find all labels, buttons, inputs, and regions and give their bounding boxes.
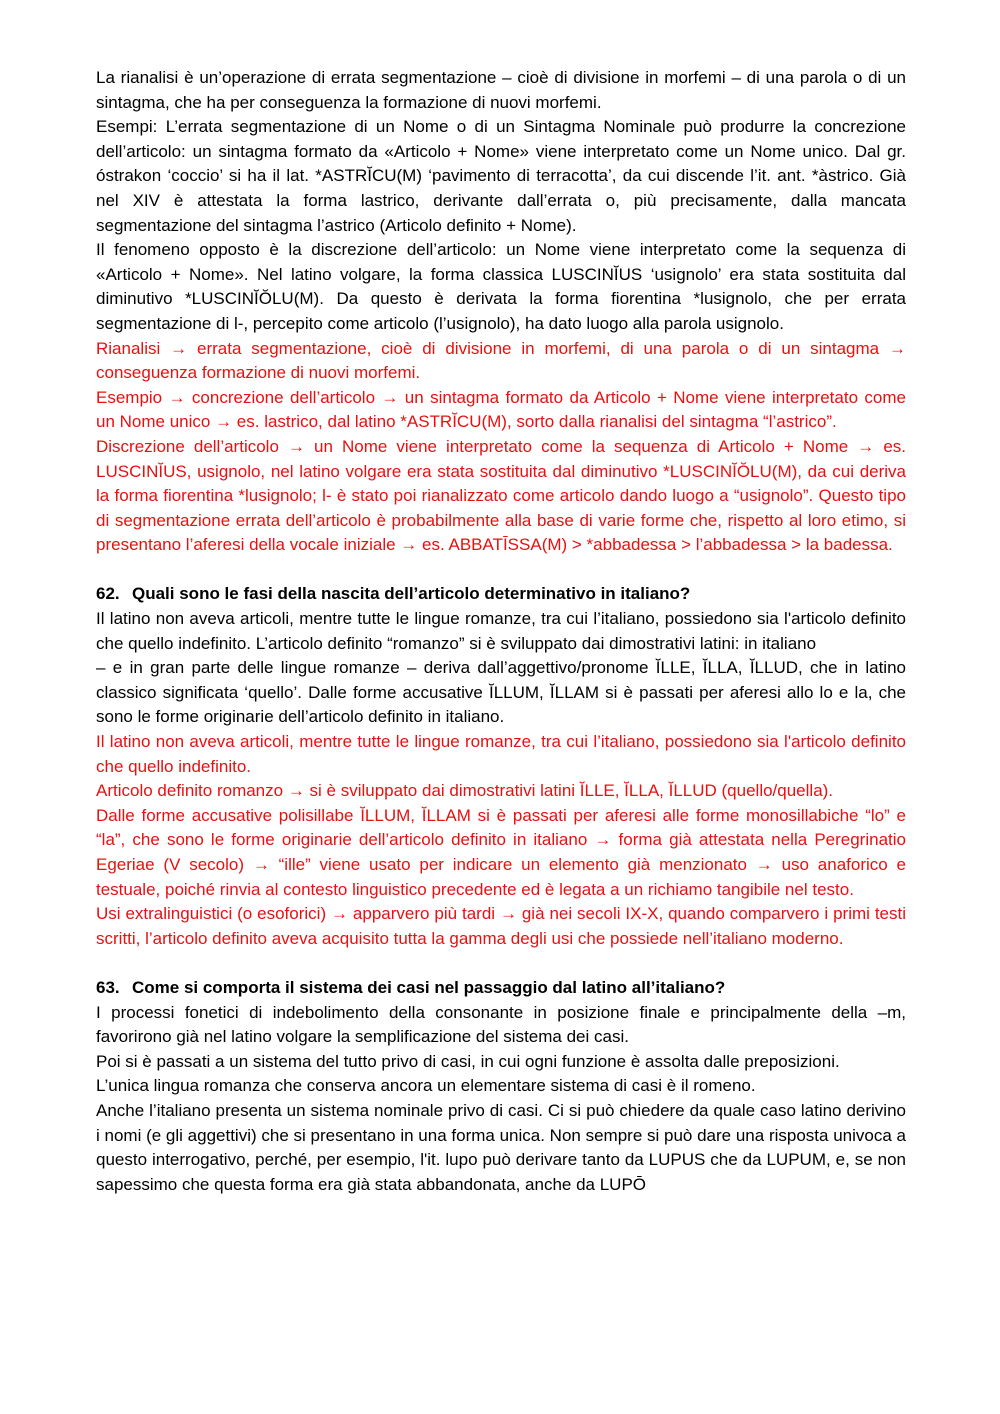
spacer: [96, 951, 906, 976]
question-number: 62.: [96, 584, 120, 604]
note-paragraph: Esempio → concrezione dell’articolo → un sintagma formato da Articolo + Nome viene interpretato come un Nome unico → es. lastrico, dal latino *ASTRĬCU(M), sorto dalla rianalisi del sintagma “l’astrico”.: [96, 387, 906, 432]
paragraph: Esempi: L’errata segmentazione di un Nome o di un Sintagma Nominale può produrre la concrezione dell’articolo: un sintagma formato da «Articolo + Nome» viene interpretato come un Nome unico. Dal gr. óstrakon ‘coccio’ si ha il lat. *ASTRĬCU(M) ‘pavimento di terracotta’, da cui discende l’it. ant. *àstrico. Già nel XIV è attestata la forma lastrico, derivante dall’errata o, più precisamente, dalla mancata segmentazione del sintagma l’astrico (Articolo definito + Nome).: [96, 117, 906, 235]
paragraph: Il fenomeno opposto è la discrezione dell’articolo: un Nome viene interpretato come la sequenza di «Articolo + Nome». Nel latino volgare, la forma classica LUSCINĬUS ‘usignolo’ era stata sostituita dal diminutivo *LUSCINĬŎLU(M). Da questo è derivata la forma fiorentina *lusignolo, che per errata segmentazione di l-, percepito come articolo (l’usignolo), ha dato luogo alla parola usignolo.: [96, 240, 906, 333]
question-63-heading: [96, 976, 906, 1001]
note-paragraph: Rianalisi → errata segmentazione, cioè di divisione in morfemi, di una parola o di un sintagma → conseguenza formazione di nuovi morfemi.: [96, 338, 906, 383]
paragraph: Anche l’italiano presenta un sistema nominale privo di casi. Ci si può chiedere da quale caso latino derivino i nomi (e gli aggettivi) che si presentano in una forma unica. Non sempre si può dare una risposta univoca a questo interrogativo, perché, per esempio, l'it. lupo può derivare tanto da LUPUS che da LUPUM, e, se non sapessimo che questa forma era già stata abbandonata, anche da LUPŌ: [96, 1100, 906, 1194]
spacer: [96, 558, 906, 583]
paragraph: La rianalisi è un’operazione di errata segmentazione – cioè di divisione in morfemi – di una parola o di un sintagma, che ha per conseguenza la formazione di nuovi morfemi.: [96, 68, 906, 112]
question-title: Come si comporta il sistema dei casi nel passaggio dal latino all’italiano?: [132, 977, 726, 997]
paragraph: I processi fonetici di indebolimento della consonante in posizione finale e principalmente della –m, favorirono già nel latino volgare la semplificazione del sistema dei casi.: [96, 1002, 906, 1047]
paragraph: Poi si è passati a un sistema del tutto privo di casi, in cui ogni funzione è assolta dalle preposizioni.: [96, 1051, 840, 1071]
question-62-heading: [96, 582, 906, 607]
paragraph: L’unica lingua romanza che conserva ancora un elementare sistema di casi è il romeno.: [96, 1076, 756, 1096]
note-paragraph: Articolo definito romanzo → si è sviluppato dai dimostrativi latini ĬLLE, ĬLLA, ĬLLUD (quello/quella).: [96, 781, 834, 801]
note-paragraph: Dalle forme accusative polisillabe ĬLLUM, ĬLLAM si è passati per aferesi alle forme monosillabiche “lo” e “la”, che sono le forme originarie dell’articolo definito in italiano → forma già attestata nella Peregrinatio Egeriae (V secolo) → “ille” viene usato per indicare un elemento già menzionato → uso anaforico e testuale, poiché rinvia al contesto linguistico precedente ed è legata a un richiamo tangibile nel testo.: [96, 805, 906, 899]
paragraph: – e in gran parte delle lingue romanze – deriva dall’aggettivo/pronome ĬLLE, ĬLLA, ĬLLUD, che in latino classico significata ‘quello’. Dalle forme accusative ĬLLUM, ĬLLAM si è passati per aferesi allo lo e la, che sono le forme originarie dell’articolo definito in italiano.: [96, 658, 906, 727]
question-number: 63.: [96, 977, 120, 997]
document-page: [96, 66, 906, 1197]
note-paragraph: Discrezione dell’articolo → un Nome viene interpretato come la sequenza di Articolo + Nome → es. LUSCINĬUS, usignolo, nel latino volgare era stata sostituita dal diminutivo *LUSCINĬŎLU(M), da cui deriva la forma fiorentina *lusignolo; l- è stato poi rianalizzato come articolo dando luogo a “usignolo”. Questo tipo di segmentazione errata dell’articolo è probabilmente alla base di varie forme che, rispetto al loro etimo, si presentano l’aferesi della vocale iniziale → es. ABBATĪSSA(M) > *abbadessa > l’abbadessa > la badessa.: [96, 436, 906, 555]
paragraph: Il latino non aveva articoli, mentre tutte le lingue romanze, tra cui l’italiano, possiedono sia l'articolo definito che quello indefinito. L’articolo definito “romanzo” si è sviluppato dai dimostrativi latini: in italiano: [96, 609, 906, 653]
question-title: Quali sono le fasi della nascita dell’articolo determinativo in italiano?: [132, 584, 691, 604]
note-paragraph: Il latino non aveva articoli, mentre tutte le lingue romanze, tra cui l’italiano, possiedono sia l'articolo definito che quello indefinito.: [96, 732, 906, 776]
note-paragraph: Usi extralinguistici (o esoforici) → apparvero più tardi → già nei secoli IX-X, quando comparvero i primi testi scritti, l’articolo definito aveva acquisito tutta la gamma degli usi che possiede nell’italiano moderno.: [96, 904, 906, 948]
